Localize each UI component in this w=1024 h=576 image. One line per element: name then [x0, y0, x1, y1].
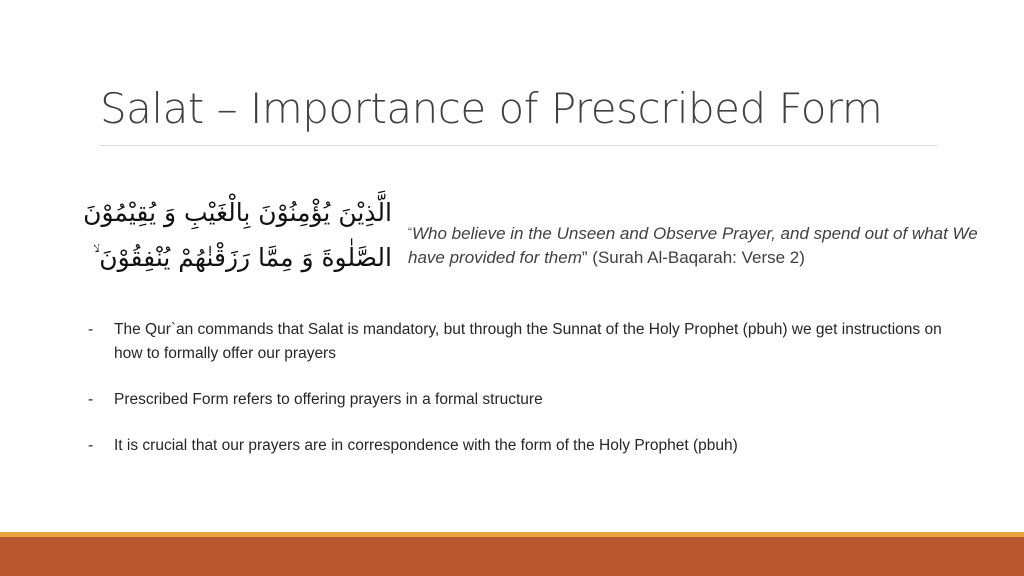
verse-citation: (Surah Al-Baqarah: Verse 2)	[592, 248, 805, 267]
title-divider	[100, 145, 937, 146]
arabic-verse	[80, 190, 392, 280]
bullet-list	[88, 318, 948, 480]
bullet-item	[88, 388, 948, 412]
arabic-verse-line-2: الصَّلٰوةَ وَ مِمَّا رَزَقْنٰهُمْ يُنْفِقُوْنَ ۙ	[93, 243, 392, 272]
translation-text: Who believe in the Unseen and Observe Prayer, and spend out of what We have provided for them	[408, 224, 978, 267]
quote-close-mark: ”	[581, 248, 588, 267]
bullet-item	[88, 434, 948, 458]
bullet-text: It is crucial that our prayers are in correspondence with the form of the Holy Prophet (pbuh)	[114, 437, 738, 454]
bullet-text: The Qur`an commands that Salat is mandatory, but through the Sunnat of the Holy Prophet (pbuh) we get instructions on how to formally offer our prayers	[114, 321, 942, 362]
quote-open-mark: “	[408, 225, 412, 239]
arabic-verse-line-1: الَّذِيْنَ يُؤْمِنُوْنَ بِالْغَيْبِ وَ يُقِيْمُوْنَ	[83, 198, 392, 227]
slide-title: Salat – Importance of Prescribed Form	[100, 84, 883, 133]
footer-bar	[0, 537, 1024, 576]
verse-translation	[408, 220, 988, 270]
bullet-dash: -	[88, 391, 94, 408]
bullet-dash: -	[88, 321, 94, 338]
bullet-item	[88, 318, 948, 366]
bullet-dash: -	[88, 437, 94, 454]
bullet-text: Prescribed Form refers to offering prayers in a formal structure	[114, 391, 543, 408]
